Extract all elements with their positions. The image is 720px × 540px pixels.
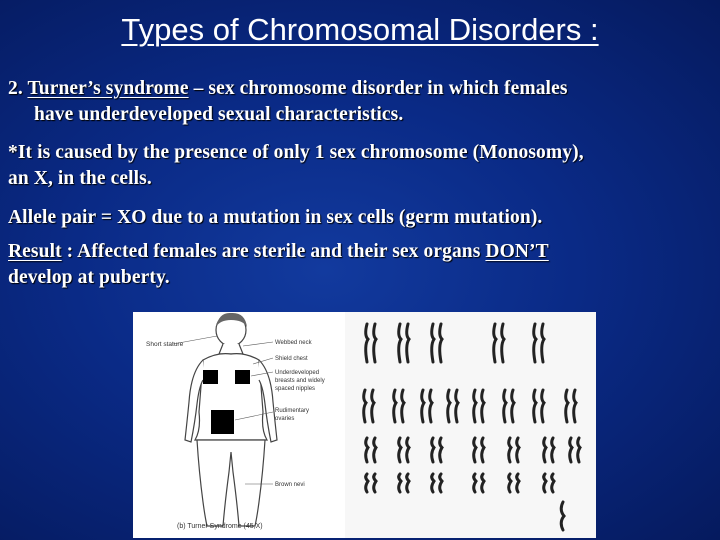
paragraph-cause: *It is caused by the presence of only 1 sex chromosome (Monosomy), an X, in the cells. xyxy=(8,142,584,190)
chromosome-shape xyxy=(502,324,504,362)
slide-title: Types of Chromosomal Disorders : xyxy=(121,12,599,47)
chromosome-shape xyxy=(374,324,376,362)
chromosome-shape xyxy=(566,390,568,422)
chromosome-shape xyxy=(407,324,409,362)
chromosome-shape xyxy=(534,324,536,362)
label-rudimentary: Rudimentary xyxy=(275,408,310,414)
chromosome-shape xyxy=(544,474,546,492)
chromosome-shape xyxy=(440,474,442,492)
chromosome-shape xyxy=(512,390,514,422)
karyotype-panel xyxy=(345,312,596,538)
paragraph-allele-pair: Allele pair = XO due to a mutation in sex cells (germ mutation). xyxy=(8,207,543,228)
chromosome-shape xyxy=(509,474,511,492)
chromosome-shape xyxy=(578,438,580,462)
label-nipples: spaced nipples xyxy=(275,386,316,392)
paragraph-result: Result : Affected females are sterile and their sex organs DON’T develop at puberty. xyxy=(8,241,549,289)
label-underdeveloped: Underdeveloped xyxy=(275,370,320,376)
chromosome-shape xyxy=(372,390,374,422)
chromosome-shape xyxy=(517,474,519,492)
chromosome-shape xyxy=(552,438,554,462)
label-breasts: breasts and widely xyxy=(275,378,325,384)
chromosome-shape xyxy=(474,474,476,492)
chromosome-shape xyxy=(374,474,376,492)
chromosome-shape xyxy=(517,438,519,462)
chromosome-shape xyxy=(456,390,458,422)
label-brown-nevi: Brown nevi xyxy=(275,482,305,488)
chromosome-shape xyxy=(366,438,368,462)
chromosome-shape xyxy=(366,324,368,362)
chromosome-shape xyxy=(364,390,366,422)
term-turners-syndrome: Turner’s syndrome xyxy=(27,78,189,99)
label-short-stature: Short stature xyxy=(146,341,184,348)
term-result: Result xyxy=(8,241,62,262)
chromosome-shape xyxy=(570,438,572,462)
chromosome-shape xyxy=(509,438,511,462)
chromosome-shape xyxy=(399,438,401,462)
label-shield-chest: Shield chest xyxy=(275,356,308,362)
paragraph-turners-definition: 2. Turner’s syndrome – sex chromosome disorder in which females have underdeveloped sexual characteristics. xyxy=(8,78,568,126)
chromosome-shape xyxy=(430,390,432,422)
chromosome-shape xyxy=(552,474,554,492)
chromosome-shape xyxy=(432,324,434,362)
chromosome-shape xyxy=(366,474,368,492)
chromosome-shape xyxy=(474,438,476,462)
chromosome-shape xyxy=(482,474,484,492)
chromosome-shape xyxy=(504,390,506,422)
label-webbed-neck: Webbed neck xyxy=(275,340,312,346)
chromosome-shape xyxy=(407,438,409,462)
chromosome-shape xyxy=(544,438,546,462)
chromosome-shape xyxy=(574,390,576,422)
figure-caption: (b) Turner Syndrome (45,X) xyxy=(177,523,263,530)
chromosome-shape xyxy=(432,438,434,462)
chromosome-shape xyxy=(482,390,484,422)
chromosome-shape xyxy=(440,438,442,462)
chromosome-shape xyxy=(399,324,401,362)
single-x-chromosome-shape xyxy=(561,502,564,530)
karyotype-illustration xyxy=(345,312,596,538)
chromosome-shape xyxy=(402,390,404,422)
emphasis-dont: DON’T xyxy=(485,241,549,262)
chromosome-shape xyxy=(407,474,409,492)
chromosome-shape xyxy=(374,438,376,462)
chromosome-shape xyxy=(494,324,496,362)
chromosome-shape xyxy=(474,390,476,422)
chromosome-shape xyxy=(534,390,536,422)
chromosome-shape xyxy=(422,390,424,422)
chromosome-shape xyxy=(542,390,544,422)
chromosome-shape xyxy=(432,474,434,492)
label-ovaries: ovaries xyxy=(275,416,295,422)
chromosome-shape xyxy=(448,390,450,422)
chromosome-shape xyxy=(440,324,442,362)
turner-syndrome-figure xyxy=(133,312,596,538)
chromosome-shape xyxy=(394,390,396,422)
body-illustration-panel xyxy=(133,312,345,538)
female-body-illustration xyxy=(133,312,345,538)
chromosome-shape xyxy=(399,474,401,492)
chromosome-shape xyxy=(542,324,544,362)
chromosome-shape xyxy=(482,438,484,462)
